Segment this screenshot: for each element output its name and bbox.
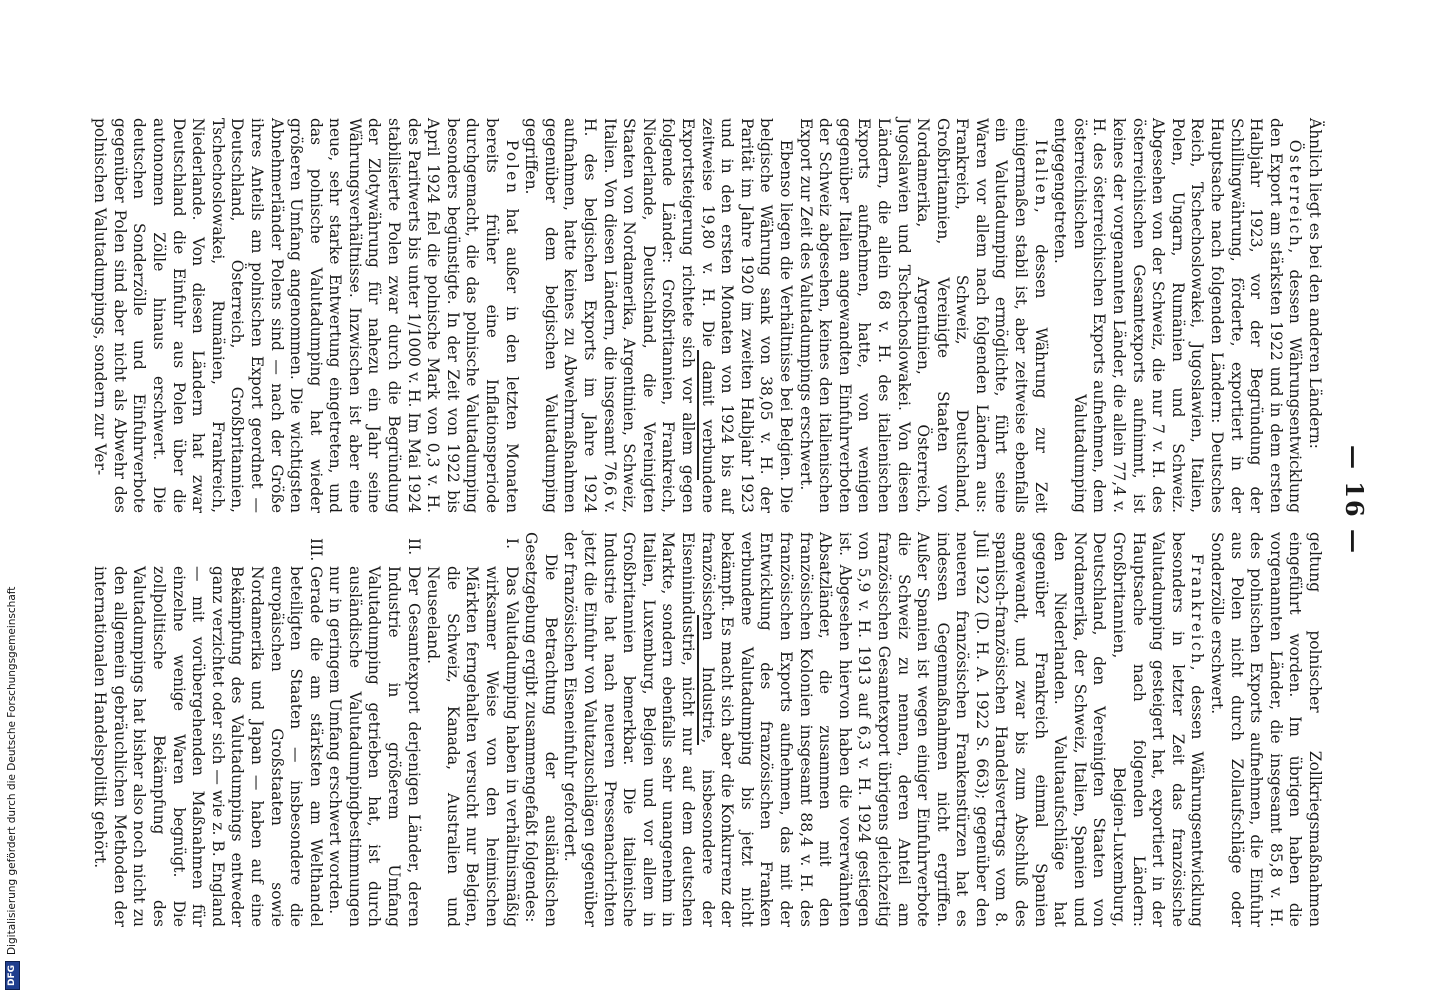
list-number: I. (502, 538, 521, 550)
list-number: II. (404, 538, 423, 556)
paragraph-italy (795, 118, 1050, 513)
paragraph-austria-text: dessen Währungsentwicklung den Export am stärksten 1922 und in dem ersten Halbjahr 1923, vor der Begründung der Schillingwährung, förderte, exportiert in der Hauptsache nach folgenden Ländern: Deutsches Reich, Tschechoslowakei, Jugoslawien, Italien, Polen, Ungarn, Rumänien und Schweiz. Abgesehen von der Schweiz, die nur 7 v. H. des österreichischen Gesamtexports aufnimmt, ist keines der vorgenannten Länder, die allein 77,4 v. H. des österreichischen Exports aufnehmen, dem österreichischen Valutadumping entgegengetreten. (1051, 118, 1305, 513)
list-item (325, 532, 423, 927)
paragraph-poland-text: hat außer in den letzten Monaten bereits früher eine Inflationsperiode durchgemacht, die das polnische Valutadumping besonders begünstigte. In der Zeit von 1922 bis April 1924 fiel die polnische Mark von 0,3 v. H. des Paritwerts bis unter 1/1000 v. H. Im Mai 1924 stabilisierte Polen zwar durch die Begründung der Zlotywährung für nahezu ein Jahr seine Währungsverhältnisse. Inzwischen ist aber eine neue, sehr starke Entwertung eingetreten, und das polnische Valutadumping hat wieder größeren Umfang angenommen. Die wichtigsten Abnehmerländer Polens sind — nach der Größe ihres Anteils am polnischen Export geordnet — Deutschland, Österreich, Großbritannien, Tschechoslowakei, Rumänien, Frankreich, Niederlande. Von diesen Ländern hat zwar Deutschland die Einfuhr aus Polen über die autonomen Zölle hinaus erschwert. Die deutschen Sonderzölle und Einfuhrverbote gegenüber Polen sind aber nicht als Abwehr des polnischen Valutadumpings, sondern zur Ver- (91, 118, 521, 513)
summary-list (90, 532, 521, 927)
list-item (423, 532, 521, 927)
list-item (90, 532, 325, 927)
paragraph-france (560, 532, 1207, 927)
paragraph-summary-intro: Die Betrachtung der ausländischen Gesetzgebung ergibt zusammengefaßt folgendes: (522, 532, 560, 927)
paragraph-intro: Ähnlich liegt es bei den anderen Ländern: (1306, 118, 1324, 449)
paragraph-austria (1050, 118, 1305, 513)
heading-france: Frankreich, (1188, 553, 1207, 674)
paragraph-italy-text: dessen Währung zur Zeit einigermaßen stabil ist, aber zeitweise ebenfalls ein Valutadumping ermöglichte, führt seine Waren vor allem nach folgenden Ländern aus: Frankreich, Schweiz, Deutschland, Großbritannien, Vereinigte Staaten von Nordamerika, Argentinien, Österreich, Jugoslawien und Tschechoslowakei. Von diesen Ländern, die allein 68 v. H. des italienischen Exports aufnehmen, hatte, von wenigen gegenüber Italien angewandten Einfuhrverboten der Schweiz abgesehen, keines den italienischen Export zur Zeit des Valutadumpings erschwert. (796, 118, 1050, 513)
heading-austria: Österreich, (1286, 139, 1305, 256)
column-left (90, 118, 1324, 513)
paragraph-france-text: dessen Währungsentwicklung besonders in letzter Zeit das französische Valutadumping gesteigert hat, exportiert in der Hauptsache nach folgenden Ländern: Großbritannien, Belgien-Luxemburg, Deutschland, den Vereinigten Staaten von Nordamerika, der Schweiz, Italien, Spanien und den Niederlanden. Valutaaufschläge hat gegenüber Frankreich einmal Spanien angewandt, und zwar bis zum Abschluß des spanisch-französischen Handelsvertrags vom 8. Juli 1922 (D. H. A. 1922 S. 663); gegenüber den neueren französischen Frankenstürzen hat es indessen Gegenmaßnahmen nicht ergriffen. Außer Spanien ist wegen einiger Einfuhrverbote die Schweiz zu nennen, deren Anteil am französischen Gesamtexport übrigens gleichzeitig von 5,9 v. H. 1913 auf 6,3 v. H. 1924 gestiegen ist. Abgesehen hiervon haben die vorerwähnten Absatzländer, die zusammen mit den französischen Kolonien insgesamt 88,4 v. H. des französischen Exports aufnehmen, das mit der Entwicklung des französischen Franken verbundene Valutadumping bis jetzt nicht bekämpft. Es macht sich aber die Konkurrenz der französischen Industrie, insbesondere der Eiseninindustrie, nicht nur auf dem deutschen Markte, sondern ebenfalls sehr unangenehm in Italien, Luxemburg, Belgien und vor allem in Großbritannien bemerkbar. Die italienische Industrie hat nach neueren Pressenachrichten jetzt die Einfuhr von Valutazuschlägen gegenüber der französischen Eiseneinfuhr gefordert. (561, 532, 1207, 927)
credit-text: Digitalisierung gefördert durch die Deutsche Forschungsgemeinschaft (6, 586, 18, 955)
column-right (90, 532, 1324, 927)
paragraph-belgium: Ebenso liegen die Verhältnisse bei Belgien. Die belgische Währung sank von 38,05 v. H. der Parität im Jahre 1920 im zweiten Halbjahr 1923 und in den ersten Monaten von 1924 bis auf zeitweise 19,80 v. H. Die damit verbundene Exportsteigerung richtete sich vor allem gegen folgende Länder: Großbritannien, Frankreich, Niederlande, Deutschland, die Vereinigten Staaten von Nordamerika, Argentinien, Schweiz, Italien. Von diesen Ländern, die insgesamt 76,6 v. H. des belgischen Exports im Jahre 1924 aufnahmen, hatte keines zu Abwehrmaßnahmen gegenüber dem belgischen Valutadumping gegriffen. (522, 118, 795, 513)
heading-poland: Polen (502, 139, 521, 196)
dfg-logo: DFG (5, 961, 20, 990)
footnote-divider-2 (697, 615, 699, 745)
page-number: — 16 — (1340, 444, 1369, 556)
list-text: Der Gesamtexport derjenigen Länder, deren Industrie in größerem Umfang Valutadumping getrieben hat, ist durch ausländische Valutadumpingbestimmungen nur in geringem Umfang erschwert worden. (326, 566, 423, 927)
paragraph-poland (90, 118, 521, 513)
list-text: Das Valutadumping haben in verhältnismäßig wirksamer Weise von den heimischen Märkten ferngehalten versucht nur Belgien, die Schweiz, Kanada, Australien und Neuseeland. (424, 566, 521, 927)
footnote-divider-1 (697, 350, 699, 480)
list-text: Gerade die am stärksten am Welthandel beteiligten Staaten — insbesondere die europäischen Großstaaten sowie Nordamerika und Japan — haben auf eine Bekämpfung des Valutadumpings entweder ganz verzichtet oder sich — wie z. B. England — mit vorübergehenden Maßnahmen für einzelne wenige Waren begnügt. Die zollpolitische Bekämpfung des Valutadumpings hat bisher also noch nicht zu den allgemein gebräuchlichen Methoden der internationalen Handelspolitik gehört. (91, 566, 325, 927)
heading-italy: Italien, (1031, 139, 1050, 216)
paragraph-polish-continued: geltung polnischer Zollkriegsmaßnahmen eingeführt worden. Im übrigen haben die vorgenannten Länder, die insgesamt 85,8 v. H. des polnischen Exports aufnehmen, die Einfuhr aus Polen nicht durch Zollaufschläge oder Sonderzölle erschwert. (1208, 532, 1324, 927)
list-number: III. (306, 538, 325, 562)
